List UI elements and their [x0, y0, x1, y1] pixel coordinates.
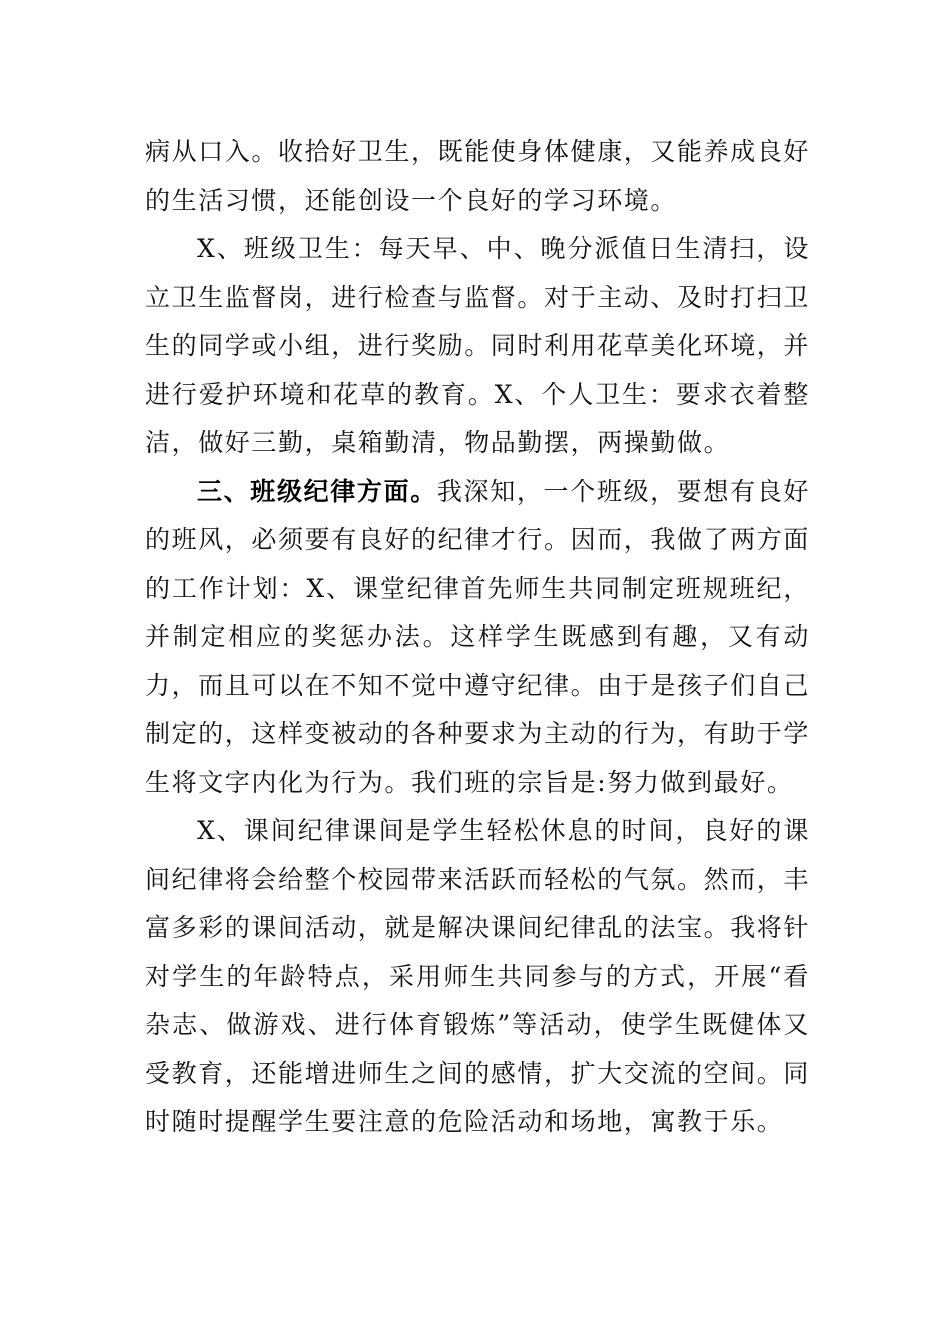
document-body [145, 128, 810, 1147]
paragraph-text: X、课间纪律课间是学生轻松休息的时间，良好的课间纪律将会给整个校园带来活跃而轻松的气氛。然而，丰富多彩的课间活动，就是解决课间纪律乱的法宝。我将针对学生的年龄特点，采用师生共同参与的方式，开展“看杂志、做游戏、进行体育锻炼”等活动，使学生既健体又受教育，还能增进师生之间的感情，扩大交流的空间。同时随时提醒学生要注意的危险活动和场地，寓教于乐。 [145, 816, 811, 1136]
section-heading: 三、班级纪律方面。 [197, 476, 437, 506]
paragraph-break-discipline [145, 807, 810, 1147]
paragraph-hygiene-benefits [145, 128, 810, 225]
paragraph-text: X、班级卫生：每天早、中、晚分派值日生清扫，设立卫生监督岗，进行检查与监督。对于主动、及时打扫卫生的同学或小组，进行奖励。同时利用花草美化环境，并进行爱护环境和花草的教育。X、个人卫生：要求衣着整洁，做好三勤，桌箱勤清，物品勤摆，两操勤做。 [145, 234, 811, 457]
paragraph-text: 病从口入。收拾好卫生，既能使身体健康，又能养成良好的生活习惯，还能创设一个良好的学习环境。 [145, 137, 811, 215]
paragraph-class-discipline [145, 468, 810, 808]
paragraph-text: 我深知，一个班级，要想有良好的班风，必须要有良好的纪律才行。因而，我做了两方面的工作计划：X、课堂纪律首先师生共同制定班规班纪，并制定相应的奖惩办法。这样学生既感到有趣，又有动力，而且可以在不知不觉中遵守纪律。由于是孩子们自己制定的，这样变被动的各种要求为主动的行为，有助于学生将文字内化为行为。我们班的宗旨是:努力做到最好。 [145, 476, 811, 797]
paragraph-class-hygiene [145, 225, 810, 468]
